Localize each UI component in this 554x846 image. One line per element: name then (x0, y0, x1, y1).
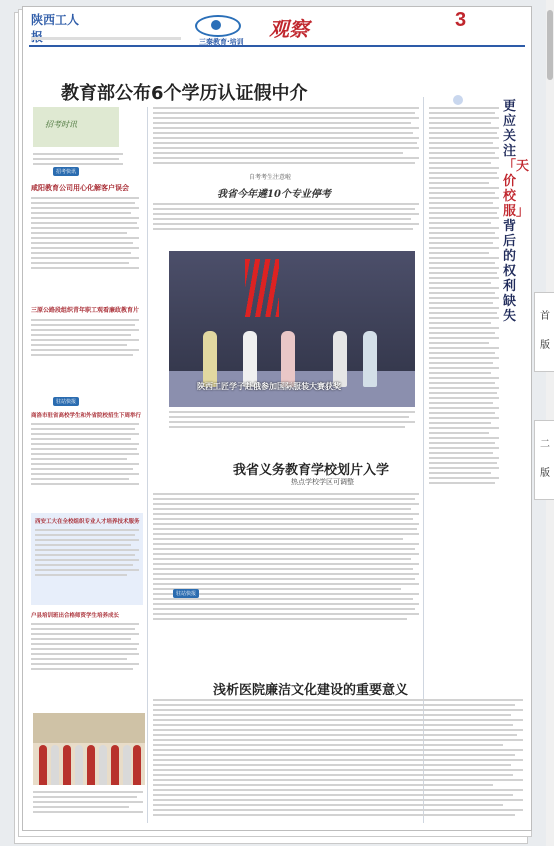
masthead-rule (29, 45, 525, 47)
main-headline: 教育部公布6个学历认证假中介 (61, 83, 308, 104)
scrollbar-thumb[interactable] (547, 10, 553, 80)
bottom-article-text (153, 699, 523, 819)
left-article-text (33, 791, 143, 816)
middle-headline: 我省义务教育学校划片入学 (233, 463, 390, 478)
right-article-text (429, 107, 499, 487)
vertical-title-line-3: 背后的权利缺失 (503, 219, 517, 324)
inset-box-title: 招考时讯 (45, 120, 77, 129)
photo-caption-text (169, 411, 415, 431)
vertical-title-line-2: 「天价校服」 (503, 159, 530, 219)
middle-subheadline: 热点学校学区可调整 (291, 478, 354, 486)
left-feature-box (31, 513, 143, 605)
section-subtitle: 三秦教育·培训 (199, 38, 244, 46)
right-vertical-title (503, 99, 530, 324)
paper-flag (31, 11, 83, 27)
newspaper-page (22, 6, 532, 831)
left-article-text (31, 423, 139, 488)
bottom-headline: 浅析医院廉洁文化建设的重要意义 (213, 683, 409, 698)
quote-head: 自考考生注意啦 (249, 174, 292, 181)
center-article-text (153, 493, 419, 623)
column-tag: 驻站快报 (53, 397, 79, 406)
column-tag: 驻站快报 (173, 589, 199, 598)
left-kicker-2: 三原公路段组织青年职工观看廉政教育片 (31, 307, 140, 314)
left-kicker-5: 户县培训班出合格师资学生培养成长 (31, 613, 120, 619)
fashion-photo (169, 251, 415, 407)
vertical-title-line-1: 更应关注 (503, 99, 517, 159)
thumbnail-tab-1[interactable] (534, 292, 554, 372)
thumbnail-tab-2[interactable] (534, 420, 554, 500)
left-article-text (31, 197, 139, 272)
left-article-text (35, 529, 139, 579)
left-kicker-3: 商洛市驻省高校学生和外省院校招生下周举行 (31, 413, 142, 419)
tab-char: 二 (540, 439, 550, 450)
center-article-text (153, 203, 419, 233)
inset-box (33, 107, 119, 147)
eye-logo-icon (195, 15, 241, 37)
left-article-text (31, 319, 139, 359)
page-number: 3 (455, 9, 467, 31)
tab-char: 版 (540, 340, 550, 351)
column-rule (147, 107, 148, 823)
group-photo (33, 713, 145, 785)
left-article-text (31, 623, 139, 673)
left-kicker-1: 咸阳教育公司用心化解客户误会 (31, 184, 129, 192)
left-article-text (33, 153, 123, 168)
photo-caption: 陕西工匠学子赴俄参加国际服装大赛获奖 (197, 382, 341, 391)
pull-quote: 我省今年遴10个专业停考 (217, 189, 331, 200)
column-tag: 招考快讯 (53, 167, 79, 176)
tab-char: 版 (540, 468, 550, 479)
paper-name: 陕西工人 (31, 13, 80, 27)
center-article-text (153, 107, 419, 167)
left-kicker-4: 西安工大在全校组织专业人才培养技术服务 (35, 519, 140, 525)
tab-char: 首 (540, 311, 550, 322)
section-title: 观察 (269, 17, 309, 41)
masthead-fineprint (31, 37, 181, 40)
